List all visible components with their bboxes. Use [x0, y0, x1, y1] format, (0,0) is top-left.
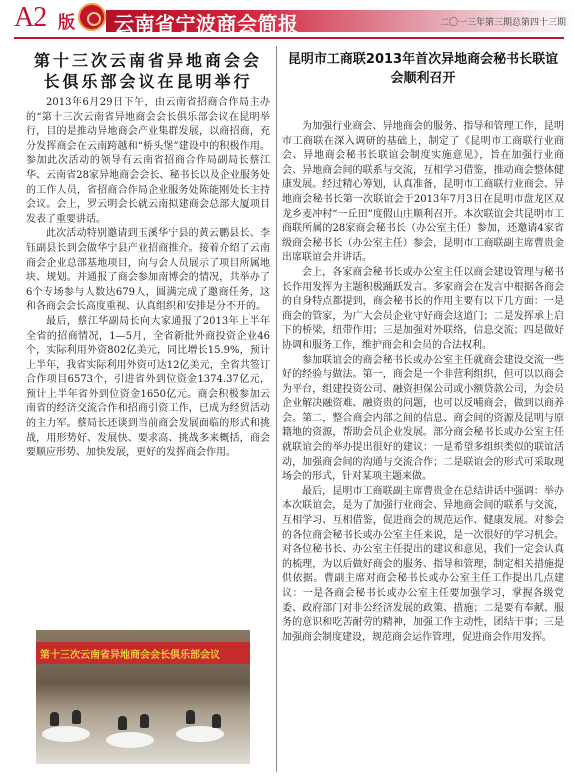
right-paragraph-3: 参加联谊会的商会秘书长或办公室主任就商会建设交流一些好的经验与做法。第一，商会是一个非营利组织，但可以以商会为平台，组建投资公司、融资担保公司或小额贷款公司，为会员企业解决融资难、融资贵的问题，也可以反哺商会，做到以商养会。第二，整合商会内部之间的信息、商会间的资源及昆明与原籍地的资源，帮助会员企业发展。部分商会秘书长或办公室主任就联谊会的举办提出很好的建议：一是希望多组织类似的联谊活动，加强商会间的沟通与交流合作；二是联谊会的形式可采取现场会的形式，针对某项主题来做。	[282, 354, 564, 483]
right-article-title: 昆明市工商联2013年首次异地商会秘书长联谊会顺利召开	[287, 52, 559, 86]
photo-person	[186, 710, 195, 724]
header-divider	[14, 37, 564, 39]
section-number: A2	[14, 2, 47, 33]
photo-person	[118, 716, 127, 730]
right-paragraph-2: 会上，各家商会秘书长或办公室主任以商会建设管理与秘书长作用发挥为主题积极踊跃发言。多家商会在发言中根据各商会的自身特点都提到，商会秘书长的作用主要有以下几方面：一是商会的管家，为广大会员企业守好商会这道门；二是发挥承上启下的桥梁，纽带作用；三是加强对外联络，信息交流；四是做好协调和服务工作，维护商会和会员的合法权利。	[282, 266, 564, 351]
photo-table	[42, 726, 90, 742]
newsletter-title: 云南省宁波商会简报	[114, 12, 299, 36]
photo-banner-text: 第十三次云南省异地商会会长俱乐部会议	[40, 650, 220, 661]
chamber-logo-icon	[78, 3, 106, 31]
section-suffix: 版	[58, 13, 75, 33]
meeting-photo	[36, 630, 250, 764]
column-divider	[276, 46, 277, 772]
left-article-title: 第十三次云南省异地商会会长俱乐部会议在昆明举行	[33, 51, 262, 91]
photo-table	[106, 732, 154, 748]
left-article	[26, 50, 270, 461]
page-header	[0, 0, 574, 40]
right-article	[282, 50, 564, 645]
photo-person	[212, 714, 221, 728]
photo-person	[140, 714, 149, 728]
left-paragraph-1: 2013年6月29日下午，由云南省招商合作局主办的“第十三次云南省异地商会会长俱乐部会议在昆明举行，目的是推动异地商会产业集群发展，以商招商，充分发挥商会在云南跨越和“桥头堡”建设中的积极作用。参加此次活动的领导有云南省招商合作局副局长蔡江华、云南省28家异地商会会长、秘书长以及企业服务处的工作人员，省招商合作局企业服务处陈能刚处长主持会议。会上，罗云明会长就云南拟建商会总部大厦项目发表了重要讲话。	[26, 97, 270, 225]
right-paragraph-1: 为加强行业商会、异地商会的服务、指导和管理工作，昆明市工商联在深入调研的基础上，制定了《昆明市工商联行业商会、异地商会秘书长联谊会制度实施意见》，旨在加强行业商会、异地商会间的联系与交流，互相学习借鉴，推动商会整体健康发展。经过精心筹划，认真准备，昆明市工商联行业商会、异地商会秘书长第一次联谊会于2013年7月3日在昆明市盘龙区双龙乡麦冲村“一丘田”度假山庄顺利召开。本次联谊会共昆明市工商联所属的28家商会秘书长（办公室主任）参加，还邀请4家省级商会秘书长（办公室主任）参会，昆明市工商联副主席曹贵金出席联谊会并讲话。	[282, 121, 564, 264]
right-paragraph-4: 最后，昆明市工商联副主席曹贵金在总结讲话中强调：举办本次联谊会，是为了加强行业商会、异地商会间的联系与交流，互相学习、互相借鉴，促进商会的规范运作、健康发展。对参会的各位商会秘书长或办公室主任来说，是一次很好的学习机会。对各位秘书长、办公室主任提出的建议和意见，我们一定会认真的梳理，为以后做好商会的服务、指导和管理，制定相关措施提供依据。曹副主席对商会秘书长或办公室主任工作提出几点建议：一是各商会秘书长或办公室主任要加强学习，掌握各级党委、政府部门对非公经济发展的政策、措施；二是要有奉献、服务的意识和吃苦耐劳的精神，加强工作主动性，团结干事；三是加强商会制度建设，规范商会运作管理，促进商会作用发挥。	[282, 485, 564, 643]
photo-person	[50, 712, 59, 726]
left-paragraph-3: 最后，蔡江华副局长向大家通报了2013年上半年全省的招商情况，1—5月，全省新批外商投资企业46个，实际利用外资802亿美元，同比增长15.9%，预计上半年，我省实际利用外资可达12亿美元，全省共签订合作项目6573个，引进省外到位资金1374.37亿元，预计上半年省外到位资金1650亿元。商会积极参加云南省的经济交流合作和招商引资工作，已成为经贸活动的主力军。蔡局长还谈到当前商会发展面临的形式和挑战，用形势好、发展快、要求高、挑战多来概括，商会要顺应形势、加快发展，更好的发挥商会作用。	[26, 315, 270, 459]
photo-person	[72, 710, 81, 724]
left-paragraph-2: 此次活动特别邀请到玉溪华宁县的黄云鹏县长、李钰副县长到会做华宁县产业招商推介。接着介绍了云南商会企业总部基地项目，向与会人员展示了项目所属地块、规划。并通报了商会参加南博会的情况，共举办了6个专场参与人数达679人，圆满完成了邀商任务，这和各商会会长高度重视、认真组织和安排是分不开的。	[26, 228, 270, 313]
photo-table	[176, 726, 224, 742]
issue-number: 二〇一三年第三期总第四十三期	[439, 18, 566, 28]
